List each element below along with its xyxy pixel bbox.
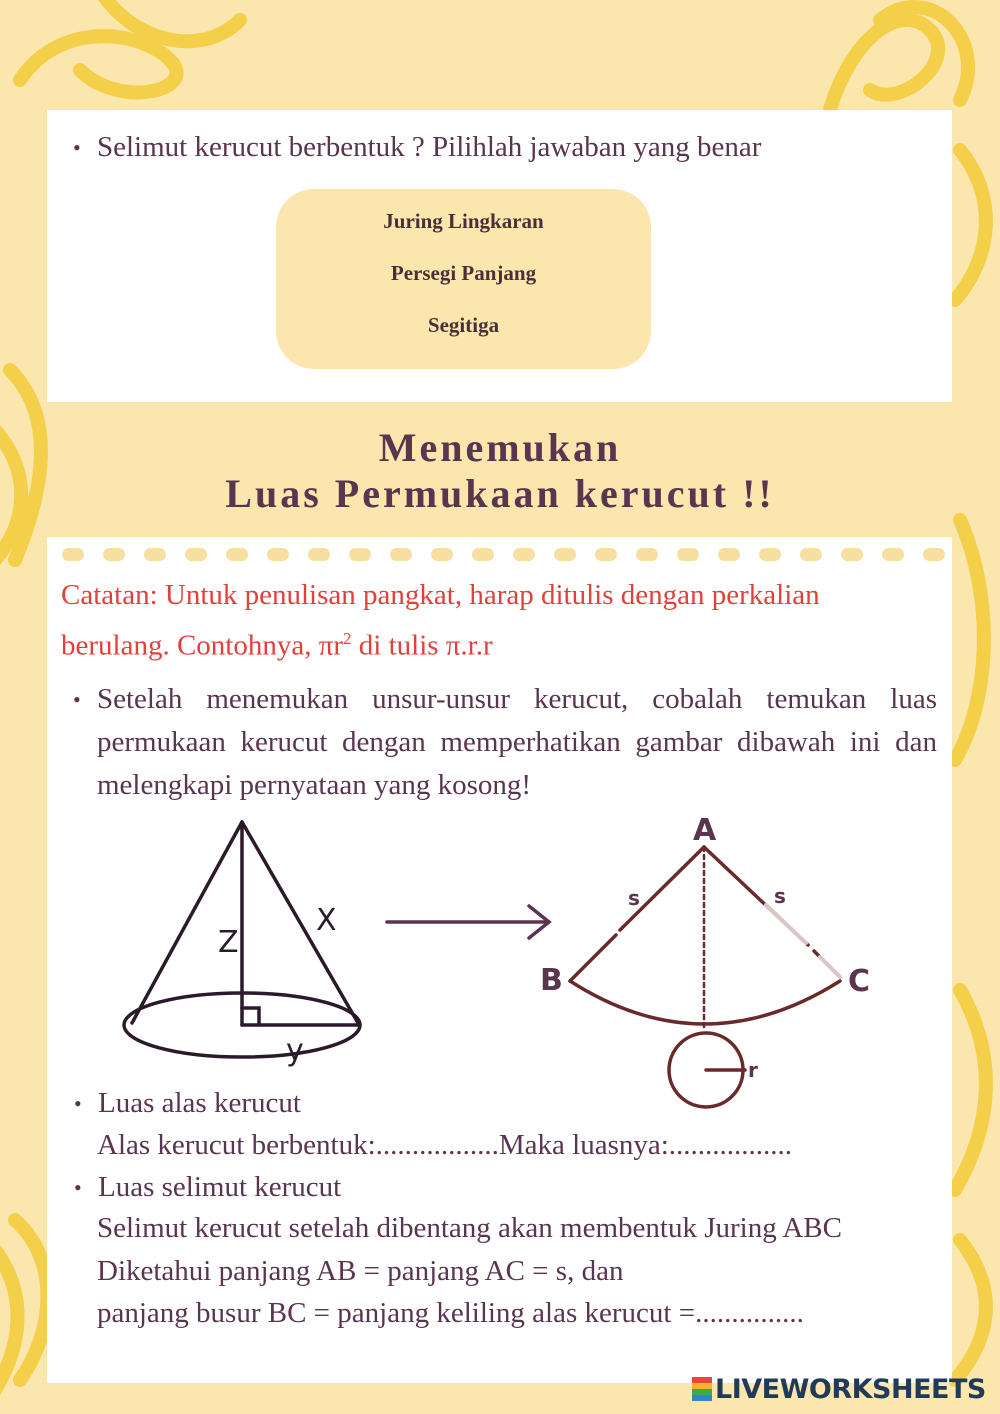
divider-dot xyxy=(62,548,84,561)
note-line-2-suffix: di tulis π.r.r xyxy=(351,629,493,662)
label-s-right: s xyxy=(774,884,786,908)
luas-selimut-line-2: Diketahui panjang AB = panjang AC = s, dan xyxy=(97,1255,624,1287)
divider-dot xyxy=(513,548,535,561)
luas-selimut-title: Luas selimut kerucut xyxy=(98,1171,342,1203)
cone-net-diagram xyxy=(530,805,890,1115)
luas-alas-item xyxy=(74,1082,798,1125)
divider-dot xyxy=(103,548,125,561)
answer-options xyxy=(276,189,651,369)
divider-dot xyxy=(226,548,248,561)
label-y: y xyxy=(286,1033,304,1068)
note-text xyxy=(61,574,946,668)
segment-ab-lower xyxy=(570,935,616,981)
divider-dot xyxy=(554,548,576,561)
bullet-dot: • xyxy=(73,135,81,160)
instruction-text: Setelah menemukan unsur-unsur kerucut, cobalah temukan luas permukaan kerucut dengan memperhatikan gambar dibawah ini dan melengkapi pernyataan yang kosong! xyxy=(97,683,937,801)
divider-dot xyxy=(308,548,330,561)
divider-dot xyxy=(636,548,658,561)
note-line-2-prefix: berulang. Contohnya, πr xyxy=(61,629,344,662)
divider-dot xyxy=(759,548,781,561)
heading-line-2: Luas Permukaan kerucut !! xyxy=(225,471,775,516)
divider-dot xyxy=(595,548,617,561)
note-line-1: Catatan: Untuk penulisan pangkat, harap ditulis dengan perkalian xyxy=(61,579,820,611)
cone-diagram xyxy=(120,810,380,1070)
divider-dot xyxy=(718,548,740,561)
label-z: Z xyxy=(218,925,239,960)
luas-alas-statement: Alas kerucut berbentuk:.................Maka luasnya:................. xyxy=(97,1129,793,1161)
divider-dot xyxy=(185,548,207,561)
right-angle-mark xyxy=(242,1008,259,1025)
option-juring-lingkaran[interactable]: Juring Lingkaran xyxy=(383,209,544,233)
section-heading xyxy=(0,425,1000,517)
luas-selimut-item xyxy=(74,1166,798,1209)
divider-dot xyxy=(841,548,863,561)
dotted-divider xyxy=(62,548,942,564)
divider-dot xyxy=(882,548,904,561)
question-item xyxy=(73,126,947,169)
bullet-dot: • xyxy=(74,1175,82,1200)
luas-selimut-line-3: panjang busur BC = panjang keliling alas kerucut =............... xyxy=(97,1297,804,1329)
liveworksheets-watermark xyxy=(692,1374,986,1408)
note-line-2 xyxy=(61,617,946,668)
bullet-dot: • xyxy=(73,687,81,712)
divider-dot xyxy=(923,548,945,561)
option-segitiga[interactable]: Segitiga xyxy=(427,313,500,337)
label-x: X xyxy=(316,903,337,938)
label-a: A xyxy=(693,813,717,848)
divider-dot xyxy=(800,548,822,561)
watermark-text: LIVEWORKSHEETS xyxy=(715,1374,986,1405)
instruction-item xyxy=(73,678,937,807)
luas-alas-title: Luas alas kerucut xyxy=(98,1087,301,1119)
label-b: B xyxy=(540,963,563,998)
divider-dot xyxy=(472,548,494,561)
question-text: Selimut kerucut berbentuk ? Pilihlah jawaban yang benar xyxy=(97,131,762,163)
liveworksheets-logo-icon xyxy=(692,1377,712,1401)
note-superscript: 2 xyxy=(343,629,352,648)
heading-line-1: Menemukan xyxy=(378,425,622,470)
label-r: r xyxy=(748,1058,758,1082)
divider-dot xyxy=(144,548,166,561)
label-c: C xyxy=(848,964,871,999)
bullet-dot: • xyxy=(74,1091,82,1116)
luas-selimut-line-1: Selimut kerucut setelah dibentang akan membentuk Juring ABC xyxy=(97,1212,842,1244)
divider-dot xyxy=(267,548,289,561)
divider-dot xyxy=(431,548,453,561)
label-s-left: s xyxy=(628,886,640,910)
divider-dot xyxy=(349,548,371,561)
divider-dot xyxy=(390,548,412,561)
option-persegi-panjang[interactable]: Persegi Panjang xyxy=(390,261,537,285)
divider-dot xyxy=(677,548,699,561)
